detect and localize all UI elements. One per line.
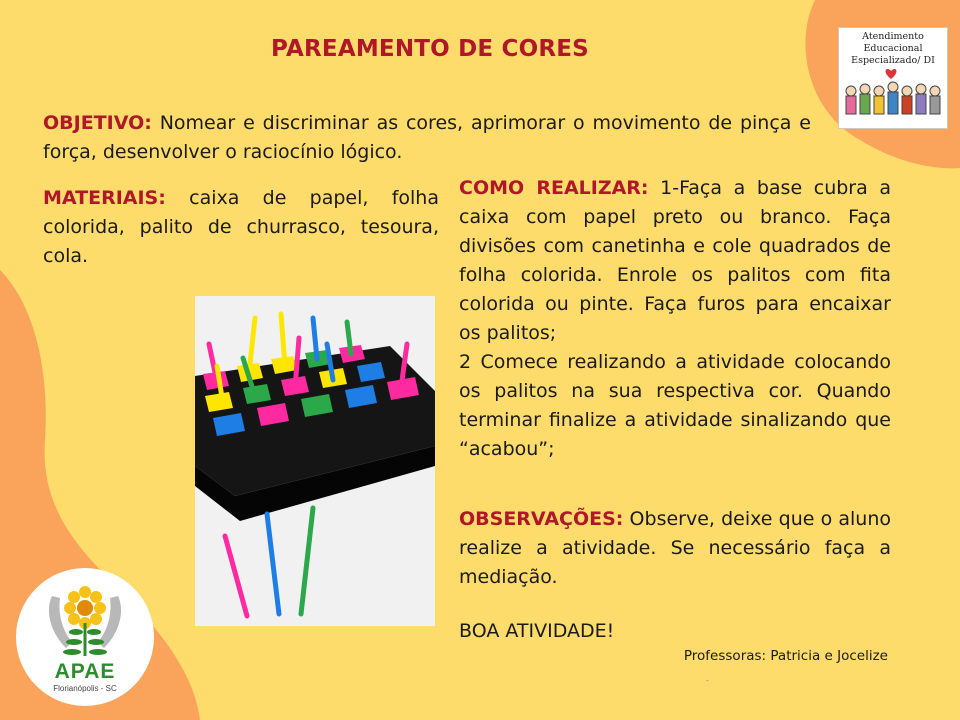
badge-line-2: Educacional — [863, 43, 923, 54]
objective-text: Nomear e discriminar as cores, aprimorar o movimento de pinça e força, desenvolver o raciocínio lógico. — [43, 112, 811, 163]
badge-line-1: Atendimento — [862, 31, 924, 42]
apae-logo — [16, 568, 154, 706]
observations-text: Observe, deixe que o aluno realize a atividade. Se necessário faça a mediação. — [459, 508, 891, 588]
how-to-label: COMO REALIZAR: — [459, 177, 649, 199]
children-illustration — [841, 67, 945, 125]
materials-label: MATERIAIS: — [43, 187, 166, 209]
page-title: PAREAMENTO DE CORES — [271, 36, 589, 62]
activity-photo — [195, 296, 435, 626]
how-to-step-2: 2 Comece realizando a atividade colocando os palitos na sua respectiva cor. Quando terminar finalize a atividade sinalizando que “acabou”; — [459, 351, 891, 460]
observations-paragraph — [459, 505, 891, 592]
professors-credit: Professoras: Patricia e Jocelize — [683, 648, 888, 664]
observations-label: OBSERVAÇÕES: — [459, 508, 624, 530]
materials-text: caixa de papel, folha colorida, palito de churrasco, tesoura, cola. — [43, 187, 439, 267]
how-to-step-1: 1-Faça a base cubra a caixa com papel preto ou branco. Faça divisões com canetinha e cole quadrados de folha colorida. Enrole os palitos com fita colorida ou pinte. Faça furos para encaixar os palitos; — [459, 177, 891, 344]
footer-mark: - — [706, 676, 709, 685]
color-matching-box-image — [195, 296, 435, 626]
objective-paragraph — [43, 109, 811, 167]
apae-city: Florianópolis - SC — [53, 684, 117, 693]
badge-line-3: Especializado/ DI — [851, 55, 935, 66]
apae-name: APAE — [54, 660, 116, 683]
aee-badge — [838, 27, 948, 129]
how-to-paragraph — [459, 174, 891, 464]
objective-label: OBJETIVO: — [43, 112, 152, 134]
closing-text: BOA ATIVIDADE! — [459, 620, 615, 642]
materials-paragraph — [43, 184, 439, 271]
